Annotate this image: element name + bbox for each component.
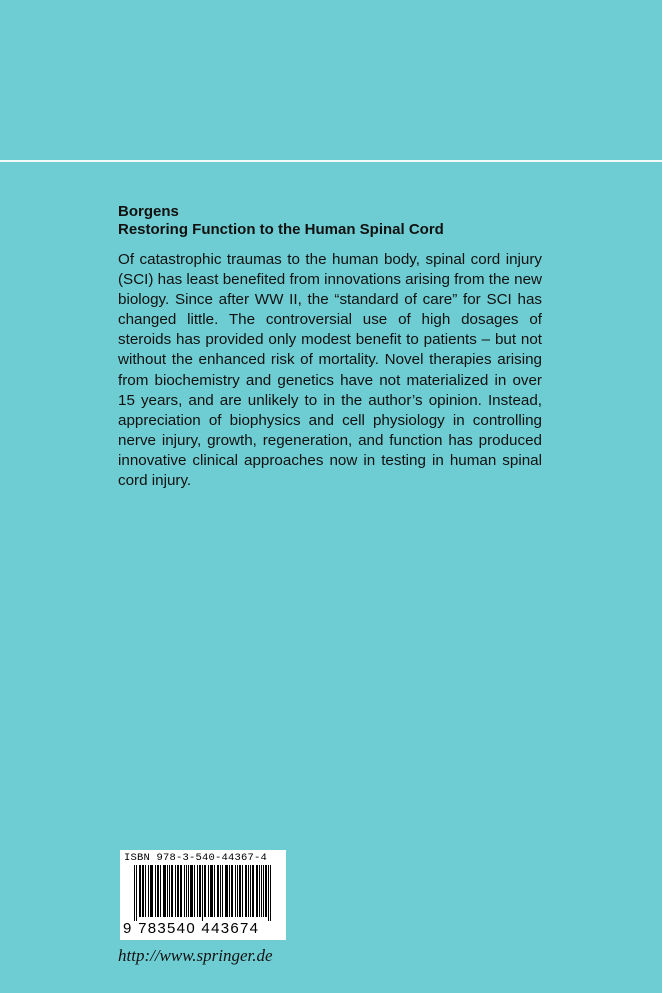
isbn-barcode (120, 850, 286, 940)
isbn-number: ISBN 978-3-540-44367-4 (124, 852, 268, 864)
publisher-url[interactable]: http://www.springer.de (118, 946, 273, 965)
barcode-icon (134, 865, 272, 921)
author-name: Borgens (118, 203, 179, 220)
barcode-digits: 9 783540 443674 (123, 920, 260, 937)
book-description: Of catastrophic traumas to the human body, spinal cord injury (SCI) has least benefited from innovations arising from the new biology. Since after WW II, the “standard of care” for SCI has changed little. The controversial use of high dosages of steroids has provided only modest benefit to patients – but not without the enhanced risk of mortality. Novel therapies arising from biochemistry and genetics have not materialized in over 15 years, and are unlikely to in the author’s opinion. Instead, appreciation of biophysics and cell physiology in controlling nerve injury, growth, regeneration, and function has produced innovative clinical approaches now in testing in human spinal cord injury. (118, 251, 542, 490)
horizontal-rule (0, 160, 662, 162)
book-title: Restoring Function to the Human Spinal Cord (118, 221, 444, 238)
